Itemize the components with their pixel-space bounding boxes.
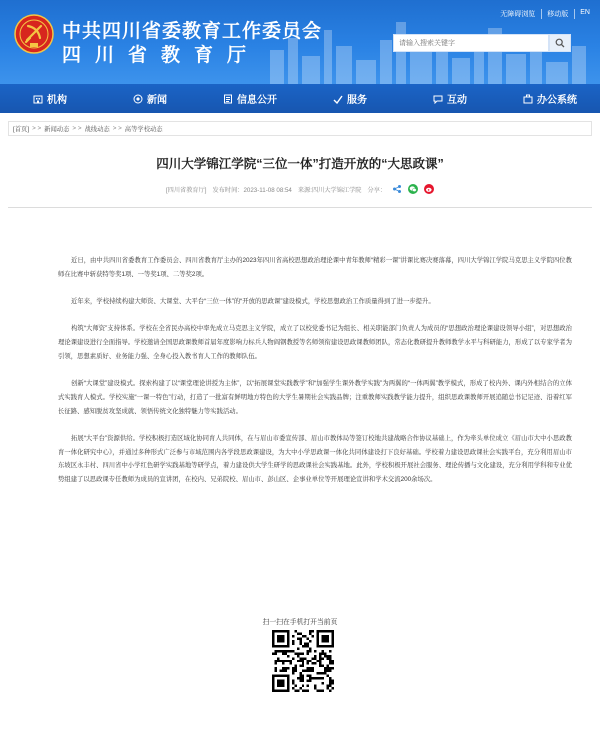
nav-item-service[interactable] [300,84,400,113]
office-icon [523,94,533,104]
article-paragraph: 拓展“大平台”资源供给。学校积极打造区域化协同育人共同体，在与眉山市委宣传部、眉山市教体局等签订校地共建战略合作协议基础上，作为牵头单位成立《眉山市大中小思政教育一体化研究中心》，并通过多种形式广泛参与市域范围内各学段思政课建设，为大中小学思政课一体化共同体建设打下良好基础。学校着力建设思政课社会实践平台，充分利用眉山市东坡区永丰村、四川省中小学红色研学实践基地等研学点，着力建设供大学生研学的思政课社会实践基地。此外，学校积极开展社会服务、理论传播与文化建设，充分利用学科和专业优势组建了以思政课专任教师为成员的宣讲团，在校内、兄弟院校、眉山市、彭山区、企事业单位等开展理论宣讲和学术交流200余场次。 [58,435,572,484]
chat-icon [433,94,443,104]
accessibility-link[interactable]: 无障碍浏览 [500,11,536,18]
breadcrumb-front-news[interactable]: 战线动态 [84,126,110,133]
article-paragraph: 构筑“大师资”支持体系。学校在全省民办高校中率先成立马克思主义学院，成立了以校党委书记为组长、相关职能部门负责人为成员的“思想政治理论课建设领导小组”，对思想政治理论课建设进行全面指导。学校邀请全国思政课教师首届年度影响力标兵人物阎钢教授等名师领衔建设思政课教师团队，常态化教研提升教师教学水平与科研能力，形成了以专家学者为引领，思想素质好、业务能力强、全身心投入教书育人工作的教师队伍。 [58,325,572,360]
weibo-share-icon[interactable] [424,184,434,194]
article-origin: 来源:四川大学锦江学院 [297,186,362,194]
nav-label: 办公系统 [537,95,577,106]
nav-item-interaction[interactable] [400,84,500,113]
nav-item-info-disclosure[interactable] [200,84,300,113]
main-nav [0,84,600,113]
building-icon [33,94,43,104]
article-paragraph: 近年来，学校持续构建大师资、大课堂、大平台“三位一体”的“开放的思政课”建设模式，学校思想政治工作质量得到了进一步提升。 [71,298,435,306]
nav-item-office-system[interactable] [500,84,600,113]
share-label: 分享： [367,186,387,194]
search-button[interactable] [549,34,571,52]
title-divider [8,207,592,208]
article-title: 四川大学锦江学院“三位一体”打造开放的“大思政课” [156,157,444,171]
english-link[interactable]: EN [574,9,590,19]
service-icon [333,94,343,104]
qr-code-label: 扫一扫在手机打开当前页 [262,619,338,626]
search-box [393,34,549,52]
publish-time: 发布时间：2023-11-08 08:54 [212,186,292,194]
party-emblem-logo [14,14,54,54]
article-paragraph: 近日，由中共四川省委教育工作委员会、四川省教育厅主办的2023年四川省高校思想政治理论课中青年教师“精彩一课”讲课比赛决赛落幕，四川大学锦江学院马克思主义学院四位教师在比赛中斩获特等奖1项、一等奖1项、二等奖2项。 [58,257,572,278]
nav-label: 信息公开 [237,95,277,106]
breadcrumb [8,121,592,136]
search-icon [555,38,565,48]
nav-item-news[interactable] [100,84,200,113]
info-icon [223,94,233,104]
source-tag: [四川省教育厅] [165,186,207,194]
breadcrumb-separator: > > [72,125,82,132]
breadcrumb-university-news[interactable]: 高等学校动态 [124,126,163,133]
nav-label: 机构 [47,95,67,106]
site-header [0,0,600,84]
share-more-icon[interactable] [392,184,402,194]
qr-code-image [272,630,334,692]
breadcrumb-separator: > > [112,125,122,132]
breadcrumb-separator: > > [32,125,42,132]
wechat-share-icon[interactable] [408,184,418,194]
mobile-version-link[interactable]: 移动版 [541,9,568,19]
article-body [58,254,572,501]
breadcrumb-news[interactable]: 新闻动态 [44,126,70,133]
nav-label: 新闻 [147,95,167,106]
top-links [500,9,590,19]
nav-item-institution[interactable] [0,84,100,113]
search-input[interactable] [394,35,548,51]
news-icon [133,94,143,104]
article-meta [0,184,600,194]
site-title-party: 中共四川省委教育工作委员会 [62,21,323,42]
nav-label: 服务 [347,95,367,106]
nav-label: 互动 [447,95,467,106]
site-title-department: 四川省教育厅 [62,45,261,66]
article-paragraph: 创新“大课堂”建设模式。探索构建了以“课堂理论讲授为主体”，以“拓展课堂实践教学”和“加强学生课外教学实践”为两翼的“一体两翼”教学模式，形成了校内外、课内外相结合的立体式实践育人模式。学校实施“一课一特色”行动，打造了一批富有鲜明地方特色的大学生暑期社会实践品牌；注重教师实践教学能力提升，组织思政课教师开展追随总书记足迹、沿着红军长征路、感知脱贫攻坚成就、领悟传统文化独特魅力等实践活动。 [58,380,572,415]
breadcrumb-home[interactable]: [首页] [13,126,30,133]
